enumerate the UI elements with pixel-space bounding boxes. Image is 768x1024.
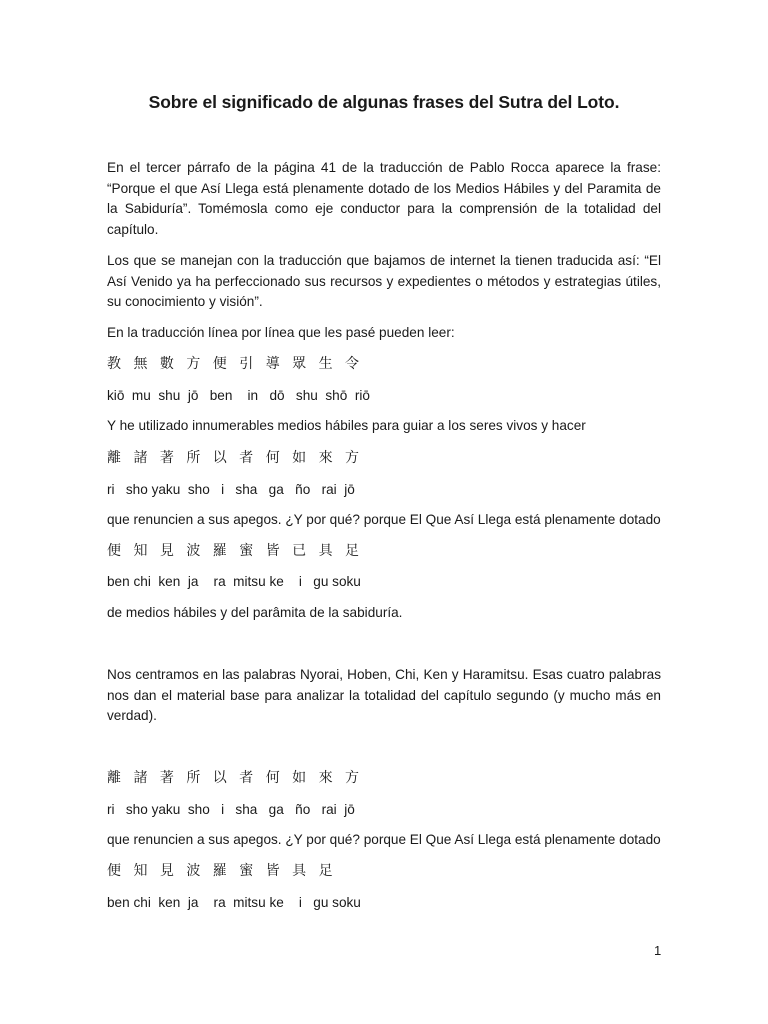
translation-line-3: de medios hábiles y del parâmita de la sabiduría. [107,605,403,620]
translation-line-1: Y he utilizado innumerables medios hábiles para guiar a los seres vivos y hacer [107,418,586,433]
kanji-line-1: 教 無 數 方 便 引 導 眾 生 令 [107,356,364,372]
translation-line-4: que renuncien a sus apegos. ¿Y por qué? porque El Que Así Llega está plenamente dotado [107,832,661,847]
kanji-line-2: 離 諸 著 所 以 者 何 如 來 方 [107,450,364,466]
paragraph-key-words: Nos centramos en las palabras Nyorai, Hoben, Chi, Ken y Haramitsu. Esas cuatro palabras nos dan el material base para analizar la totalidad del capítulo segundo (y mucho más en verdad). [107,667,661,723]
romaji-line-4: ri sho yaku sho i sha ga ño rai jō [107,802,355,817]
romaji-line-5: ben chi ken ja ra mitsu ke i gu soku [107,895,361,910]
romaji-line-1: kiō mu shu jō ben in dō shu shō riō [107,388,370,403]
paragraph-internet-translation: Los que se manejan con la traducción que bajamos de internet la tienen traducida así: “El Así Venido ya ha perfeccionado sus recursos y expedientes o métodos y estrategias útiles, su conocimiento y visión”. [107,253,661,309]
kanji-line-5: 便 知 見 波 羅 蜜 皆 具 足 [107,863,337,879]
romaji-line-2: ri sho yaku sho i sha ga ño rai jō [107,482,355,497]
translation-line-2: que renuncien a sus apegos. ¿Y por qué? porque El Que Así Llega está plenamente dotado [107,512,661,527]
page-number: 1 [654,943,662,958]
page-title: Sobre el significado de algunas frases del Sutra del Loto. [148,92,620,112]
romaji-line-3: ben chi ken ja ra mitsu ke i gu soku [107,574,361,589]
paragraph-line-by-line-intro: En la traducción línea por línea que les pasé pueden leer: [107,325,455,340]
kanji-line-4: 離 諸 著 所 以 者 何 如 來 方 [107,770,364,786]
paragraph-intro: En el tercer párrafo de la página 41 de la traducción de Pablo Rocca aparece la frase: “Porque el que Así Llega está plenamente dotado de los Medios Hábiles y del Paramita de la Sabiduría”. Tomémosla como eje conductor para la comprensión de la totalidad del capítulo. [107,160,661,237]
kanji-line-3: 便 知 見 波 羅 蜜 皆 已 具 足 [107,543,364,559]
